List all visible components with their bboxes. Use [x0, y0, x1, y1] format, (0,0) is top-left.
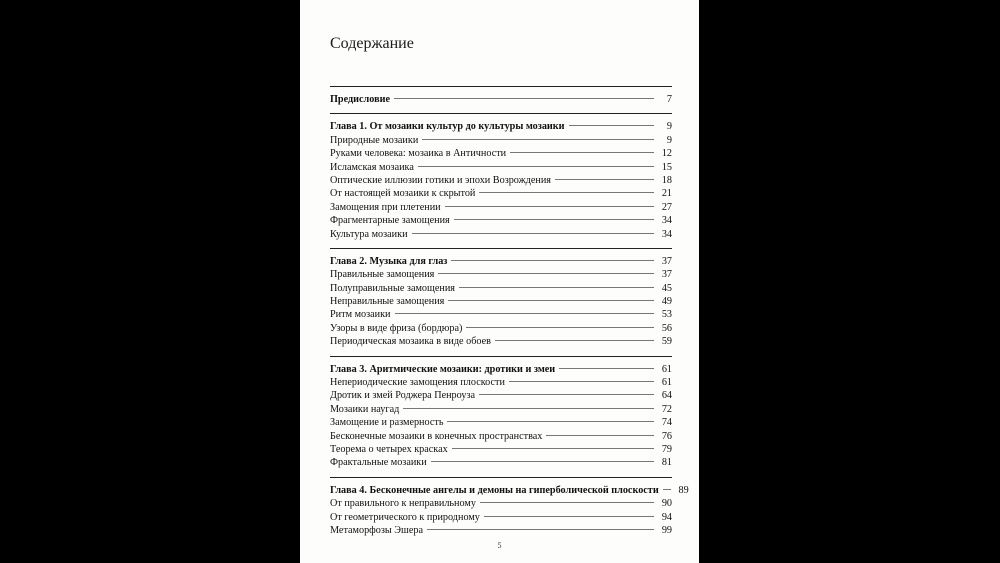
toc-entry-label: Руками человека: мозаика в Античности [330, 148, 507, 160]
toc-entry-page: 34 [661, 215, 672, 227]
dot-leader [559, 368, 654, 369]
toc-entry-page: 53 [661, 309, 672, 321]
toc-entry-page: 9 [666, 121, 672, 133]
toc-entry-label: Ритм мозаики [330, 309, 391, 321]
toc-entry-label: Фрактальные мозаики [330, 457, 427, 469]
toc-entry[interactable] [330, 497, 672, 510]
toc-entry-label: Непериодические замощения плоскости [330, 377, 505, 389]
toc-entry-page: 94 [661, 511, 672, 523]
toc-entry-page: 90 [661, 498, 672, 510]
dot-leader [412, 233, 654, 234]
toc-chapter-entry[interactable] [330, 363, 672, 376]
section-divider [330, 477, 672, 478]
toc-entry-page: 7 [666, 94, 672, 105]
toc-entry-page: 64 [661, 390, 672, 402]
dot-leader [484, 516, 654, 517]
dot-leader [438, 273, 654, 274]
toc-entry-page: 49 [661, 296, 672, 308]
toc-entry[interactable] [330, 416, 672, 429]
toc-entry-page: 72 [661, 403, 672, 415]
toc-entry[interactable] [330, 524, 672, 537]
book-page [300, 0, 699, 563]
toc-chapter-entry[interactable] [330, 484, 689, 497]
toc-entry-label: Исламская мозаика [330, 161, 414, 173]
toc-entry[interactable] [330, 403, 672, 416]
dot-leader [394, 98, 654, 99]
toc-entry-label: Глава 4. Бесконечные ангелы и демоны на гиперболической плоскости [330, 484, 659, 496]
toc-entry-label: Глава 2. Музыка для глаз [330, 255, 448, 267]
toc-chapter-entry[interactable] [330, 120, 672, 133]
toc-entry-page: 79 [661, 443, 672, 455]
toc-entry[interactable] [330, 161, 672, 174]
toc-entry[interactable] [330, 187, 672, 200]
toc-entry-label: Замощения при плетении [330, 201, 441, 213]
toc-entry-label: От геометрического к природному [330, 511, 480, 523]
dot-leader [466, 327, 654, 328]
toc-entry-label: Теорема о четырех красках [330, 443, 448, 455]
toc-entry-page: 76 [661, 430, 672, 442]
dot-leader [479, 394, 654, 395]
toc-entry[interactable] [330, 322, 672, 335]
toc-entry[interactable] [330, 268, 672, 281]
toc-entry[interactable] [330, 295, 672, 308]
toc-entry-page: 45 [661, 282, 672, 294]
dot-leader [395, 313, 654, 314]
toc-entry-label: Глава 1. От мозаики культур до культуры мозаики [330, 121, 565, 133]
toc-entry-label: Глава 3. Аритмические мозаики: дротики и змеи [330, 363, 556, 375]
dot-leader [495, 340, 654, 341]
dot-leader [452, 448, 654, 449]
toc-entry-label: От настоящей мозаики к скрытой [330, 188, 476, 200]
toc-entry[interactable] [330, 443, 672, 456]
dot-leader [480, 502, 654, 503]
toc-entry-label: Мозаики наугад [330, 403, 400, 415]
dot-leader [663, 489, 671, 490]
toc-entry[interactable] [330, 214, 672, 227]
toc-entry-label: От правильного к неправильному [330, 498, 476, 510]
dot-leader [569, 125, 654, 126]
toc-entry-label: Дротик и змей Роджера Пенроуза [330, 390, 476, 402]
dot-leader [427, 529, 654, 530]
toc-entry-label: Предисловие [330, 94, 390, 105]
toc-entry-label: Метаморфозы Эшера [330, 524, 423, 536]
toc-chapter-entry[interactable] [330, 93, 672, 106]
toc-entry[interactable] [330, 282, 672, 295]
toc-entry-page: 99 [661, 524, 672, 536]
toc-entry-page: 61 [661, 363, 672, 375]
toc-entry-label: Оптические иллюзии готики и эпохи Возрождения [330, 174, 551, 186]
toc-entry-label: Культура мозаики [330, 228, 408, 240]
toc-entry-page: 89 [678, 484, 689, 496]
dot-leader [509, 381, 654, 382]
toc-entry-page: 21 [661, 188, 672, 200]
dot-leader [431, 461, 654, 462]
dot-leader [445, 206, 654, 207]
dot-leader [546, 435, 654, 436]
toc-entry-page: 9 [666, 134, 672, 146]
toc-entry-label: Периодическая мозаика в виде обоев [330, 336, 491, 348]
section-divider [330, 86, 672, 87]
toc-entry[interactable] [330, 430, 672, 443]
page-number: 5 [497, 541, 502, 550]
toc-entry-label: Природные мозаики [330, 134, 419, 146]
toc-entry[interactable] [330, 174, 672, 187]
toc-entry[interactable] [330, 389, 672, 402]
toc-entry-label: Бесконечные мозаики в конечных пространствах [330, 430, 543, 442]
toc-entry-page: 74 [661, 417, 672, 429]
dot-leader [555, 179, 654, 180]
dot-leader [447, 421, 654, 422]
toc-entry-page: 15 [661, 161, 672, 173]
toc-entry-label: Узоры в виде фриза (бордюра) [330, 322, 463, 334]
toc-entry-page: 27 [661, 201, 672, 213]
toc-entry-page: 59 [661, 336, 672, 348]
toc-chapter-entry[interactable] [330, 255, 672, 268]
toc-entry-label: Неправильные замощения [330, 296, 445, 308]
toc-entry-page: 37 [661, 255, 672, 267]
toc-entry-page: 56 [661, 322, 672, 334]
dot-leader [403, 408, 654, 409]
dot-leader [418, 166, 654, 167]
table-of-contents [330, 79, 689, 537]
toc-entry[interactable] [330, 201, 672, 214]
toc-entry-page: 37 [661, 269, 672, 281]
toc-entry-page: 18 [661, 174, 672, 186]
toc-entry[interactable] [330, 335, 672, 348]
toc-entry[interactable] [330, 456, 672, 469]
dot-leader [451, 260, 654, 261]
toc-entry-page: 61 [661, 377, 672, 389]
toc-entry[interactable] [330, 511, 672, 524]
toc-entry-label: Правильные замощения [330, 269, 435, 281]
toc-entry-label: Фрагментарные замощения [330, 215, 450, 227]
toc-entry[interactable] [330, 376, 672, 389]
section-divider [330, 113, 672, 114]
section-divider [330, 356, 672, 357]
dot-leader [510, 152, 654, 153]
dot-leader [459, 287, 654, 288]
toc-entry-label: Полуправильные замощения [330, 282, 455, 294]
dot-leader [422, 139, 654, 140]
dot-leader [479, 192, 654, 193]
section-divider [330, 248, 672, 249]
dot-leader [454, 219, 654, 220]
toc-entry[interactable] [330, 147, 672, 160]
toc-entry[interactable] [330, 134, 672, 147]
dot-leader [448, 300, 654, 301]
toc-title: Содержание [330, 35, 414, 52]
toc-entry-page: 12 [661, 148, 672, 160]
toc-entry[interactable] [330, 308, 672, 321]
toc-entry-page: 81 [661, 457, 672, 469]
toc-entry-label: Замощение и размерность [330, 417, 444, 429]
toc-entry[interactable] [330, 228, 672, 241]
toc-entry-page: 34 [661, 228, 672, 240]
